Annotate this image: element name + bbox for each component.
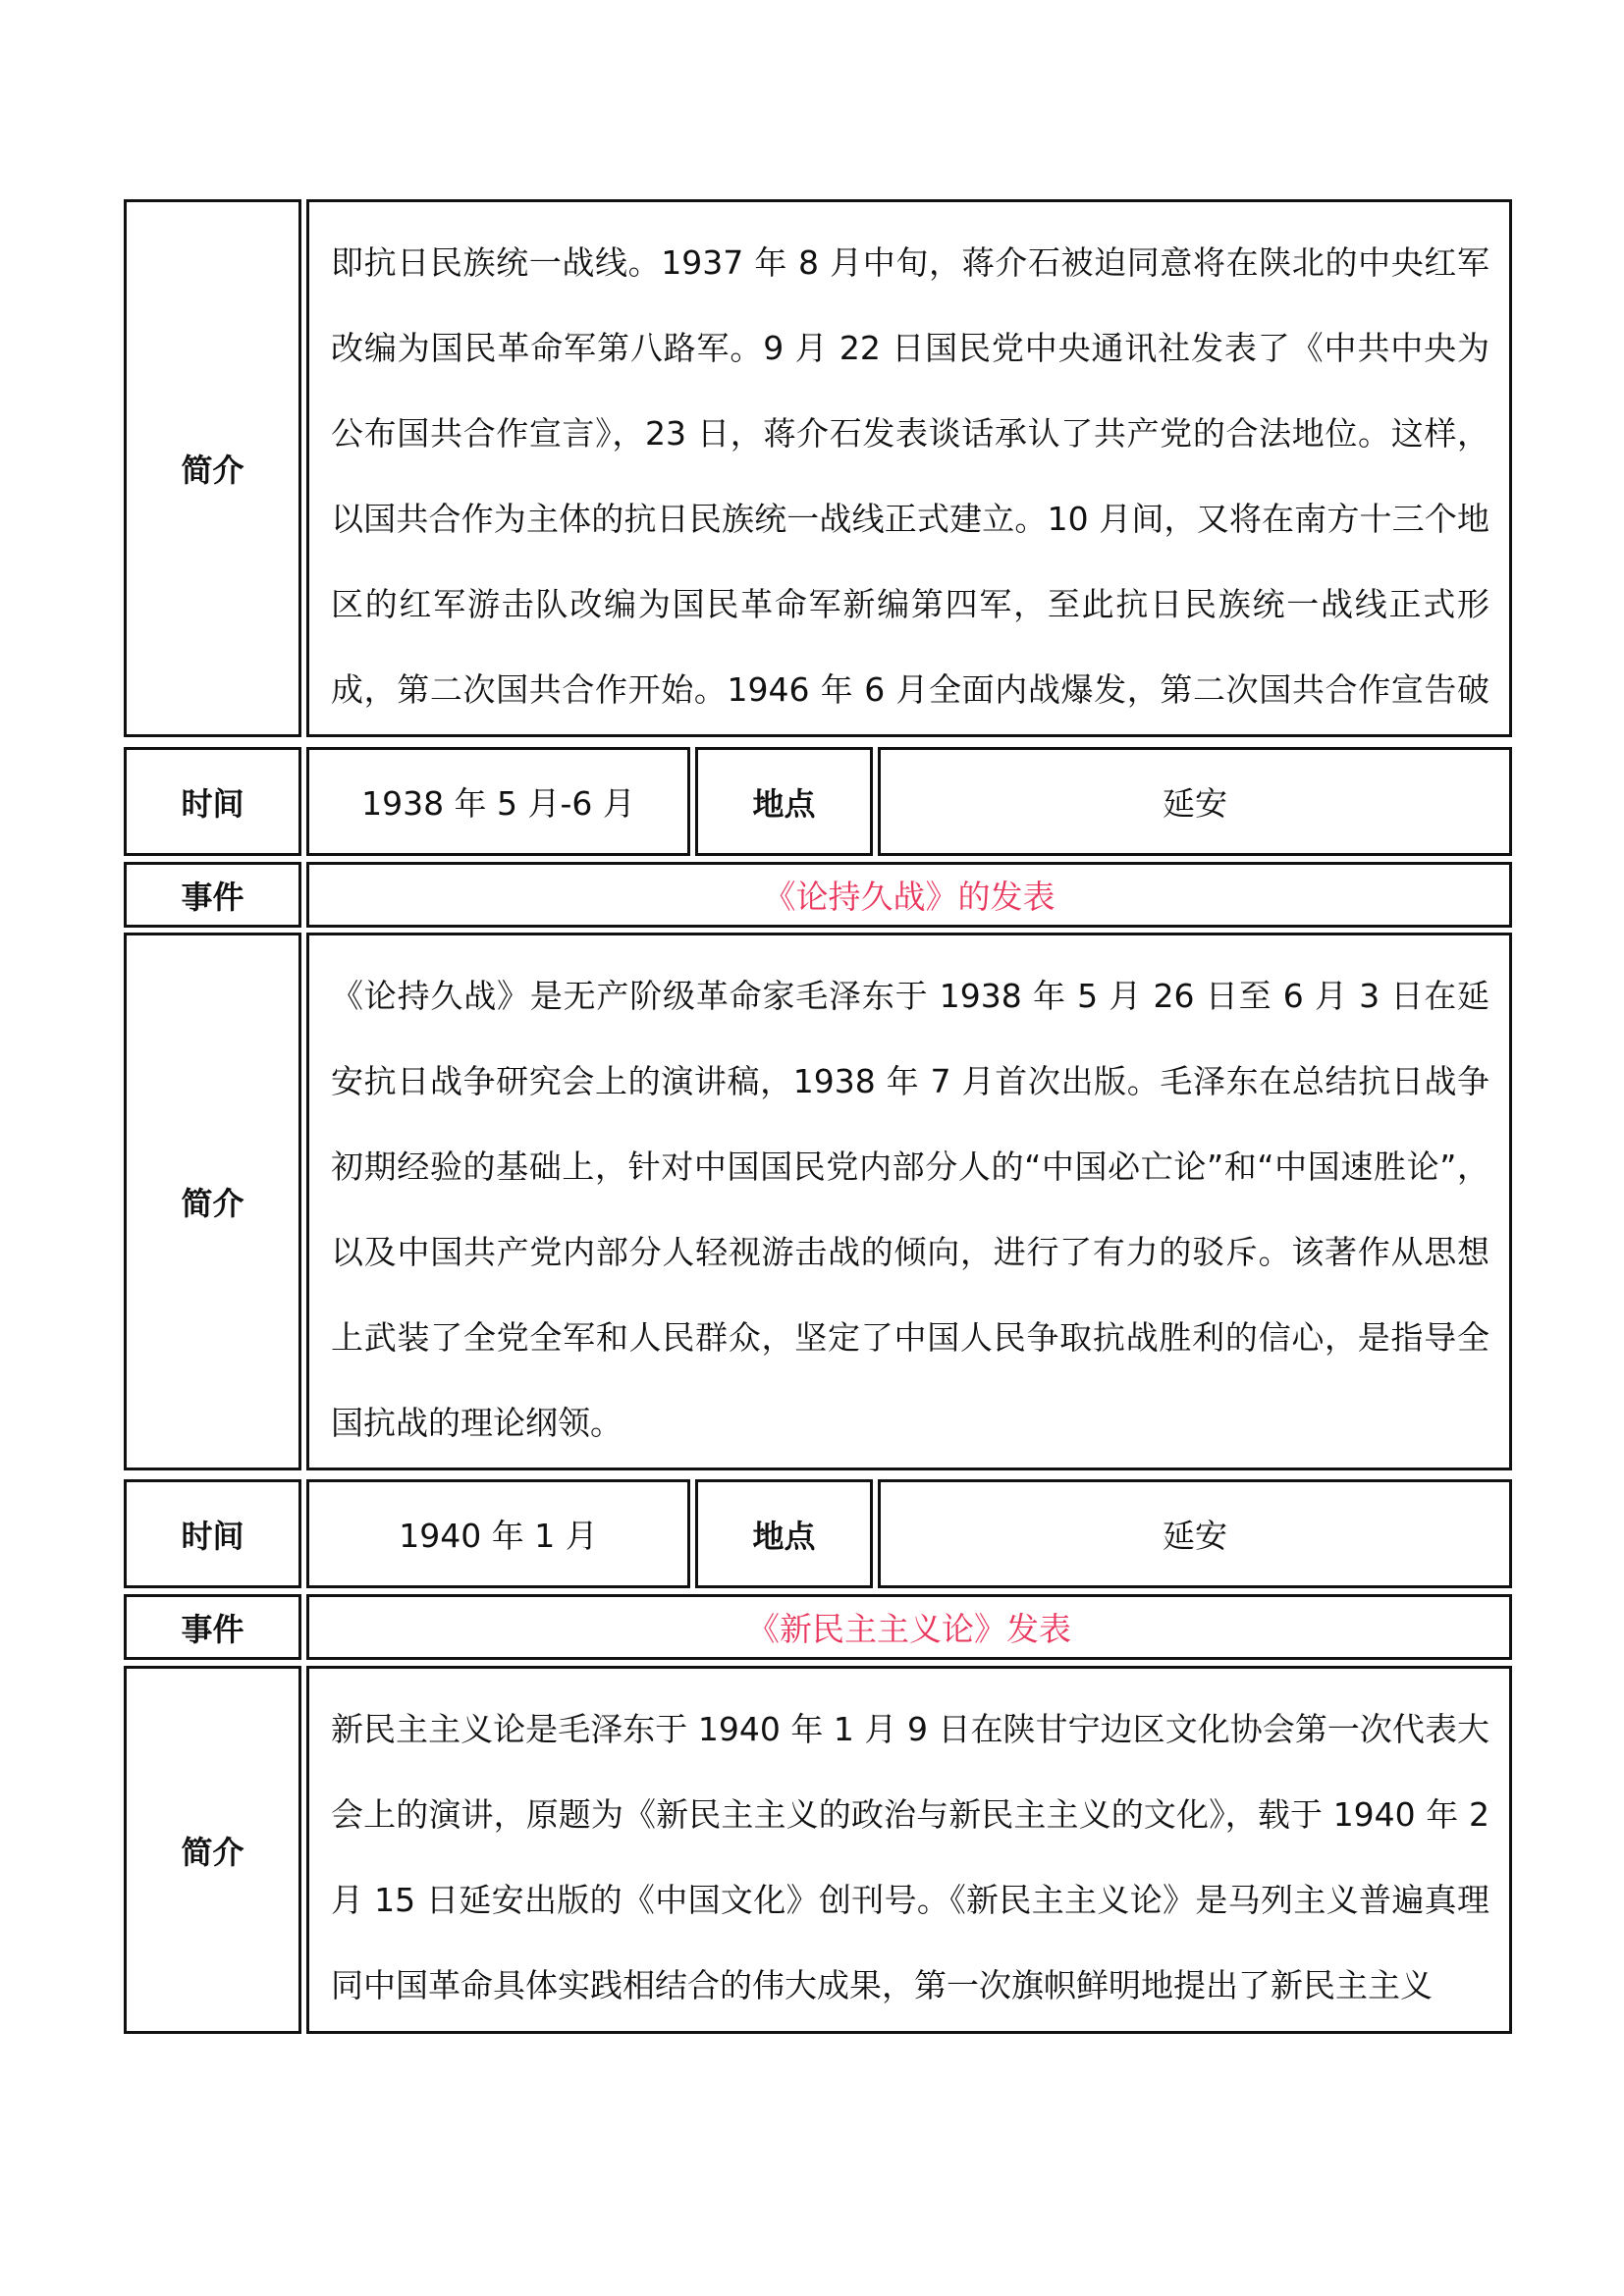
intro-row-2 <box>124 933 1512 1470</box>
event-row-2 <box>124 862 1512 928</box>
intro-row-1 <box>124 199 1512 737</box>
event-value: 《新民主主义论》发表 <box>306 1594 1512 1660</box>
event-row-3 <box>124 1594 1512 1660</box>
intro-label: 简介 <box>124 933 301 1470</box>
intro-text: 新民主主义论是毛泽东于 1940 年 1 月 9 日在陕甘宁边区文化协会第一次代表大会上的演讲，原题为《新民主主义的政治与新民主主义的文化》，载于 1940 年 2 月 15 日延安出版的《中国文化》创刊号。《新民主主义论》是马列主义普遍真理同中国革命具体实践相结合的伟大成果，第一次旗帜鲜明地提出了新民主主义 <box>331 1710 1489 2004</box>
event-value: 《论持久战》的发表 <box>306 862 1512 928</box>
time-label: 时间 <box>124 1479 301 1588</box>
time-label: 时间 <box>124 747 301 856</box>
time-value: 1940 年 1 月 <box>306 1479 690 1588</box>
place-value: 延安 <box>878 1479 1512 1588</box>
place-value: 延安 <box>878 747 1512 856</box>
intro-cell <box>306 199 1512 737</box>
intro-label: 简介 <box>124 1666 301 2034</box>
intro-text: 即抗日民族统一战线。1937 年 8 月中旬，蒋介石被迫同意将在陕北的中央红军改编为国民革命军第八路军。9 月 22 日国民党中央通讯社发表了《中共中央为公布国共合作宣言》，23 日，蒋介石发表谈话承认了共产党的合法地位。这样，以国共合作为主体的抗日民族统一战线正式建立。10 月间，又将在南方十三个地区的红军游击队改编为国民革命军新编第四军，至此抗日民族统一战线正式形成，第二次国共合作开始。1946 年 6 月全面内战爆发，第二次国共合作宣告破 <box>331 243 1489 709</box>
time-place-row-3 <box>124 1479 1512 1588</box>
time-value: 1938 年 5 月-6 月 <box>306 747 690 856</box>
event-label: 事件 <box>124 1594 301 1660</box>
place-label: 地点 <box>695 1479 873 1588</box>
time-place-row-2 <box>124 747 1512 856</box>
place-label: 地点 <box>695 747 873 856</box>
intro-text: 《论持久战》是无产阶级革命家毛泽东于 1938 年 5 月 26 日至 6 月 3 日在延安抗日战争研究会上的演讲稿，1938 年 7 月首次出版。毛泽东在总结抗日战争初期经验的基础上，针对中国国民党内部分人的“中国必亡论”和“中国速胜论”，以及中国共产党内部分人轻视游击战的倾向，进行了有力的驳斥。该著作从思想上武装了全党全军和人民群众，坚定了中国人民争取抗战胜利的信心，是指导全国抗战的理论纲领。 <box>331 977 1489 1442</box>
intro-cell <box>306 1666 1512 2034</box>
intro-row-3 <box>124 1666 1512 2034</box>
intro-label: 简介 <box>124 199 301 737</box>
intro-cell <box>306 933 1512 1470</box>
event-label: 事件 <box>124 862 301 928</box>
